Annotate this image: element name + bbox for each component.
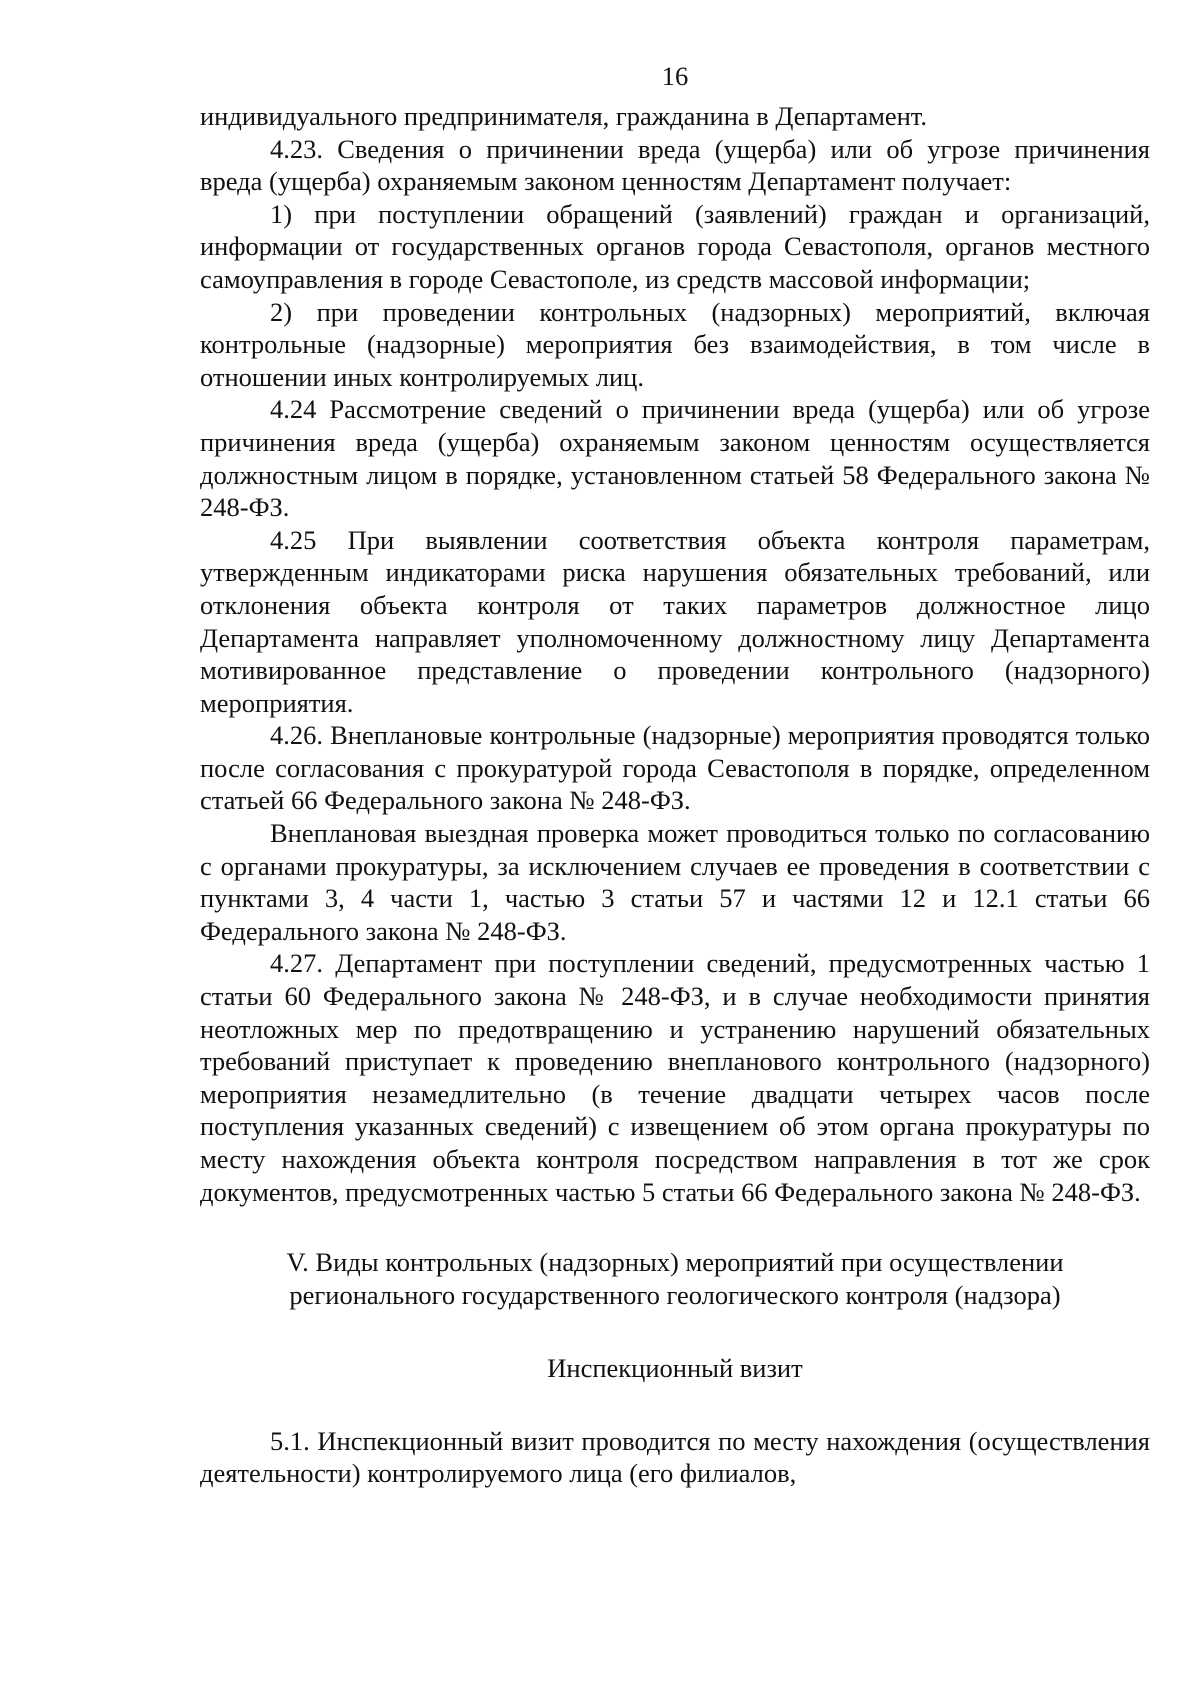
section-title [200,1246,1150,1312]
section-title-line-2: регионального государственного геологического контроля (надзора) [289,1280,1061,1311]
paragraph-4-26-unscheduled: Внеплановая выездная проверка может проводиться только по согласованию с органами прокуратуры, за исключением случаев ее проведения в соответствии с пунктами 3, 4 части 1, частью 3 статьи 57 и частями 12 и 12.1 статьи 66 Федерального закона № 248-ФЗ. [200,818,1150,946]
paragraph-4-27: 4.27. Департамент при поступлении сведений, предусмотренных частью 1 статьи 60 Федерального закона № 248-ФЗ, и в случае необходимости принятия неотложных мер по предотвращению и устранению нарушений обязательных требований приступает к проведению внепланового контрольного (надзорного) мероприятия незамедлительно (в течение двадцати четырех часов после поступления указанных сведений) с извещением об этом органа прокуратуры по месту нахождения объекта контроля посредством направления в тот же срок документов, предусмотренных частью 5 статьи 66 Федерального закона № 248-ФЗ. [200,948,1150,1207]
subsection-title: Инспекционный визит [547,1353,803,1384]
paragraph-4-25: 4.25 При выявлении соответствия объекта контроля параметрам, утвержденным индикаторами риска нарушения обязательных требований, или отклонения объекта контроля от таких параметров должностное лицо Департамента направляет уполномоченному должностному лицу Департамента мотивированное представление о проведении контрольного (надзорного) мероприятия. [200,524,1150,718]
page-number: 16 [661,61,689,91]
paragraph-4-23: 4.23. Сведения о причинении вреда (ущерба) или об угрозе причинения вреда (ущерба) охраняемым законом ценностям Департамент получает: [200,133,1150,197]
paragraph-4-24: 4.24 Рассмотрение сведений о причинении вреда (ущерба) или об угрозе причинения вреда (ущерба) охраняемым законом ценностям осуществляется должностным лицом в порядке, установленном статьей 58 Федерального закона № 248-ФЗ. [200,394,1150,523]
paragraph-4-23-item-2: 2) при проведении контрольных (надзорных) мероприятий, включая контрольные (надзорные) мероприятия без взаимодействия, в том числе в отношении иных контролируемых лиц. [200,296,1150,392]
paragraph-4-26: 4.26. Внеплановые контрольные (надзорные) мероприятия проводятся только после согласования с прокуратурой города Севастополя в порядке, определенном статьей 66 Федерального закона № 248-ФЗ. [200,720,1150,816]
paragraph-5-1: 5.1. Инспекционный визит проводится по месту нахождения (осуществления деятельности) контролируемого лица (его филиалов, [200,1425,1150,1489]
paragraph-continuation: индивидуального предпринимателя, гражданина в Департамент. [200,101,928,131]
paragraph-4-23-item-1: 1) при поступлении обращений (заявлений) граждан и организаций, информации от государственных органов города Севастополя, органов местного самоуправления в городе Севастополе, из средств массовой информации; [200,198,1150,294]
section-title-line-1: V. Виды контрольных (надзорных) мероприятий при осуществлении [286,1247,1064,1278]
